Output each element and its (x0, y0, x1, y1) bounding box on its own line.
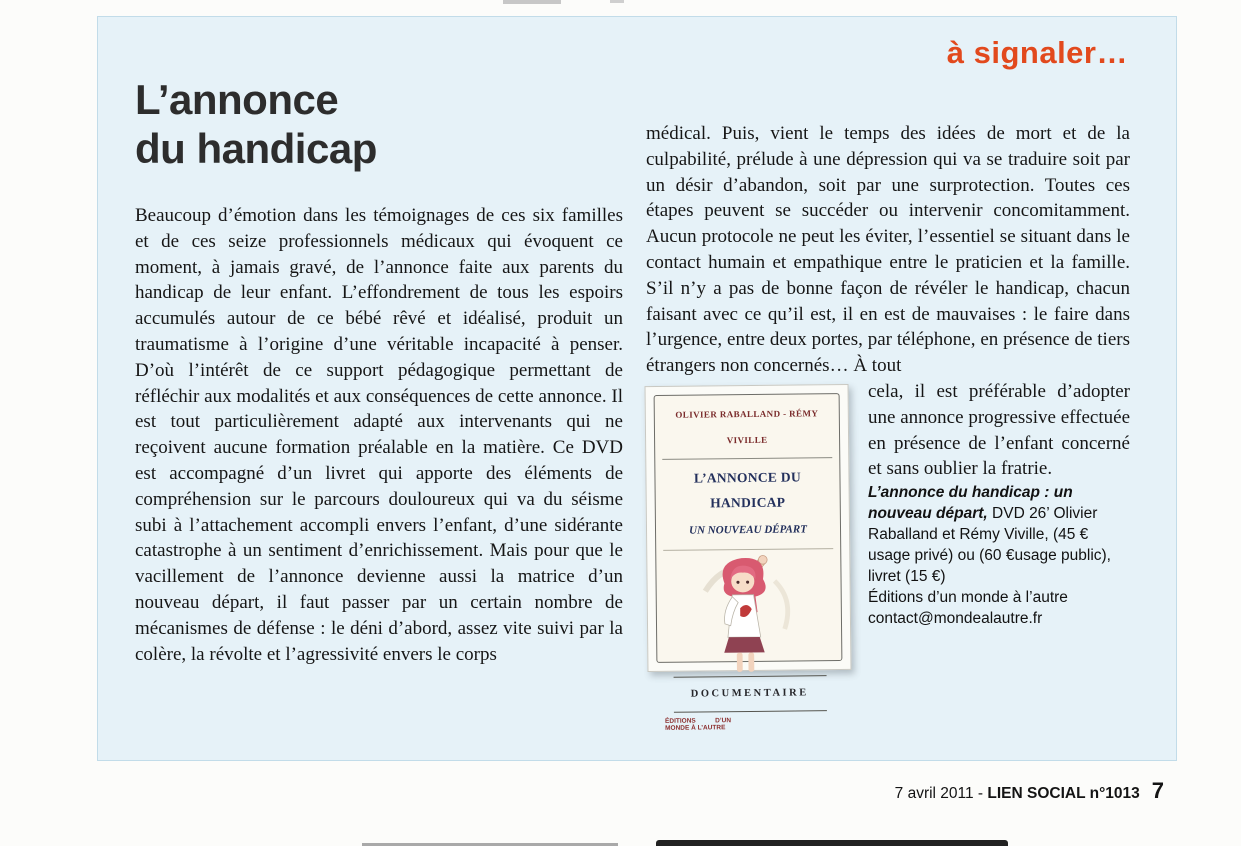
footer-meta (895, 785, 1140, 803)
scan-artifact-top-small (610, 0, 624, 3)
dvd-cover-authors: OLIVIER RABALLAND - RÉMY VIVILLE (662, 401, 833, 459)
article-paragraph-left: Beaucoup d’émotion dans les témoignages de ces six familles et de ces seize professionnels médicaux qui évoquent ce moment, à jamais gravé, de l’annonce faite aux parents du handicap de leur enfant. L’effondrement de tous les espoirs accumulés autour de ce bébé rêvé et idéalisé, produit un traumatisme à l’origine d’une véritable incapacité à penser. D’où l’intérêt de ce support pédagogique permettant de réfléchir aux modalités et aux conséquences de cette annonce. Il est tout particulièrement adapté aux intervenants qui ne reçoivent aucune formation préalable en la matière. Ce DVD est accompagné d’un livret qui apporte des éléments de compréhension sur le parcours douloureux qui va du séisme subi à l’attachement accompli envers l’enfant, d’une sidérante catastrophe à un sentiment d’enrichissement. Mais pour que le vacillement de l’annonce devienne aussi la matrice d’un nouveau départ, il faut passer par un certain nombre de mécanismes de défense : le déni d’abord, assez vite suivi par la colère, la révolte et l’agressivité envers le corps (135, 205, 623, 665)
section-label: à signaler… (946, 35, 1128, 70)
anime-girl-drawing-icon (695, 549, 802, 676)
footer-journal: LIEN SOCIAL n°1013 (987, 785, 1140, 802)
footer-page-number: 7 (1151, 778, 1164, 803)
article-panel (97, 16, 1177, 761)
page-footer (895, 778, 1164, 804)
article-paragraph-right-1: médical. Puis, vient le temps des idées de mort et de la culpabilité, prélude à une dépression qui va se traduire soit par un désir d’abandon, soit par une surprotection. Toutes ces étapes peuvent se succéder ou intervenir concomitamment. Aucun protocole ne peut les éviter, l’essentiel se situant dans le contact humain et empathique entre le praticien et la famille. S’il n’y a pas de bonne façon de révéler le handicap, chacun faisant avec ce qu’il est, il en est de mauvaises : le faire dans l’urgence, entre deux portes, par téléphone, en présence de tiers étrangers non concernés… À tout (646, 123, 1130, 377)
article-title-line1: L’annonce (135, 76, 339, 123)
dvd-caption-title: L’annonce du handicap : un nouveau départ, (868, 484, 1073, 523)
article-title (135, 75, 377, 173)
article-column-left (135, 203, 623, 667)
dvd-cover-art (663, 549, 834, 677)
scan-artifact-top (503, 0, 561, 4)
dvd-cover-figure (646, 385, 852, 733)
scan-artifact-bottom-dark (656, 840, 1008, 846)
dvd-cover-inner (654, 393, 843, 733)
dvd-cover-subtitle: UN NOUVEAU DÉPART (663, 517, 833, 551)
dvd-cover-title: L’ANNONCE DU HANDICAP (693, 469, 802, 511)
dvd-caption-body: DVD 26’ Olivier Raballand et Rémy Viville, (45 € usage privé) ou (60 €usage public), livret (15 €) (868, 505, 1111, 586)
dvd-caption-publisher: Éditions d’un monde à l’autre (868, 589, 1068, 607)
dvd-cover (645, 384, 852, 733)
dvd-caption-contact: contact@mondealautre.fr (868, 610, 1043, 628)
dvd-publisher-logo: ÉDITIONS D’UN MONDE À L’AUTRE (664, 716, 732, 733)
article-column-right (646, 121, 1130, 733)
footer-date: 7 avril 2011 - (894, 785, 988, 802)
article-title-line2: du handicap (135, 125, 377, 172)
dvd-cover-genre: DOCUMENTAIRE (673, 675, 826, 712)
article-paragraph-right-2: cela, il est préférable d’adopter une annonce progressive effectuée en présence de l’enfant concerné et sans oublier la fratrie. (868, 380, 1130, 480)
